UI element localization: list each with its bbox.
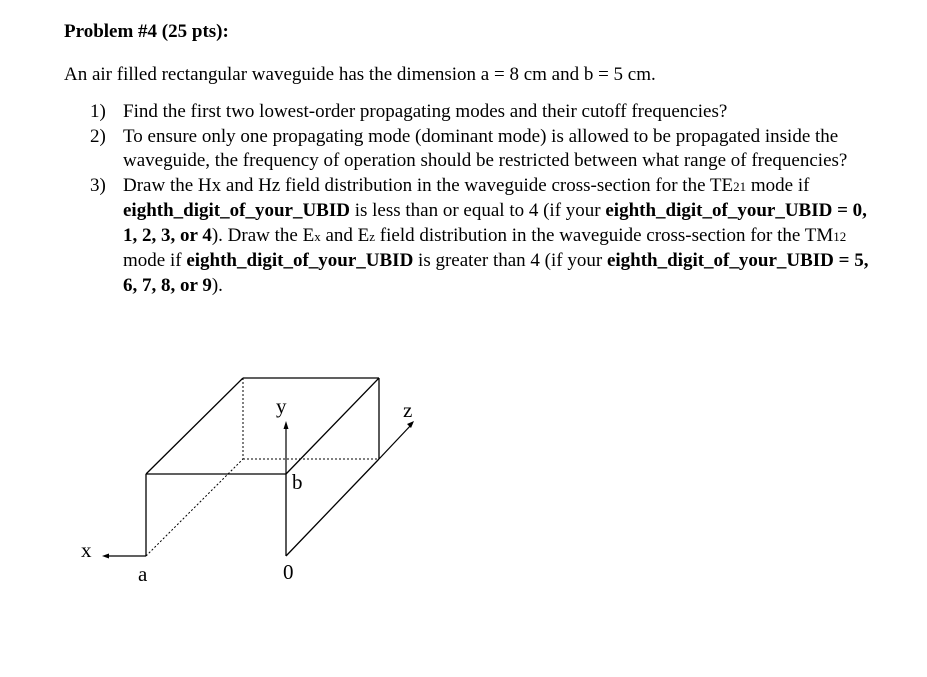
- question-text: To ensure only one propagating mode (dominant mode) is allowed to be propagated inside the waveguide, the frequency of operation should be restricted between what range of frequencies?: [123, 125, 848, 171]
- q3-bold-1: eighth_digit_of_your_UBID: [123, 200, 350, 221]
- q3-text-8: is greater than 4 (if your: [413, 250, 607, 271]
- y-axis-arrow-icon: [284, 421, 289, 429]
- label-b: b: [292, 470, 303, 494]
- question-number: 1): [90, 101, 106, 122]
- q3-bold-2: eighth_digit_of_your_UBID = 0, 1, 2, 3, or 4: [123, 200, 867, 246]
- question-number: 3): [90, 174, 106, 196]
- q3-text-7: mode if: [123, 250, 187, 271]
- q3-text-6: field distribution in the waveguide cross-section for the TM: [375, 224, 834, 246]
- question-number: 2): [90, 125, 106, 147]
- q3-text-9: ).: [211, 274, 223, 296]
- q3-text-4: ). Draw the E: [211, 224, 315, 246]
- z-axis-line: [379, 424, 412, 459]
- q3-text-5: and E: [320, 224, 370, 246]
- q3-bold-4: eighth_digit_of_your_UBID = 5, 6, 7, 8, or 9: [123, 250, 869, 296]
- q3-subscript-te: 21: [733, 178, 747, 194]
- label-y: y: [276, 394, 287, 418]
- q3-subscript-tm: 12: [833, 228, 847, 244]
- q3-text-2: mode if: [746, 174, 810, 196]
- q3-bold-3: eighth_digit_of_your_UBID: [186, 250, 414, 271]
- x-axis-arrow-icon: [102, 554, 109, 559]
- q3-text-3: is less than or equal to 4 (if your: [349, 200, 606, 221]
- coordinate-axes: [106, 424, 412, 556]
- q3-subscript-ez: z: [369, 228, 376, 244]
- problem-title: Problem #4 (25 pts):: [64, 21, 229, 42]
- label-x: x: [81, 538, 92, 562]
- q3-text-1: Draw the Hx and Hz field distribution in the waveguide cross-section for the TE: [123, 174, 734, 196]
- q3-subscript-ex: x: [314, 228, 321, 244]
- label-z: z: [403, 398, 413, 422]
- problem-intro: An air filled rectangular waveguide has the dimension a = 8 cm and b = 5 cm.: [64, 64, 656, 85]
- question-text: Find the first two lowest-order propagating modes and their cutoff frequencies?: [123, 101, 728, 122]
- label-a: a: [138, 562, 148, 586]
- top-right-edge: [286, 378, 379, 474]
- z-axis-arrow-icon: [407, 421, 414, 428]
- label-origin: 0: [283, 560, 294, 584]
- waveguide-hidden-edges: [146, 378, 379, 556]
- top-left-edge: [146, 378, 243, 474]
- waveguide-solid-edges: [146, 378, 379, 556]
